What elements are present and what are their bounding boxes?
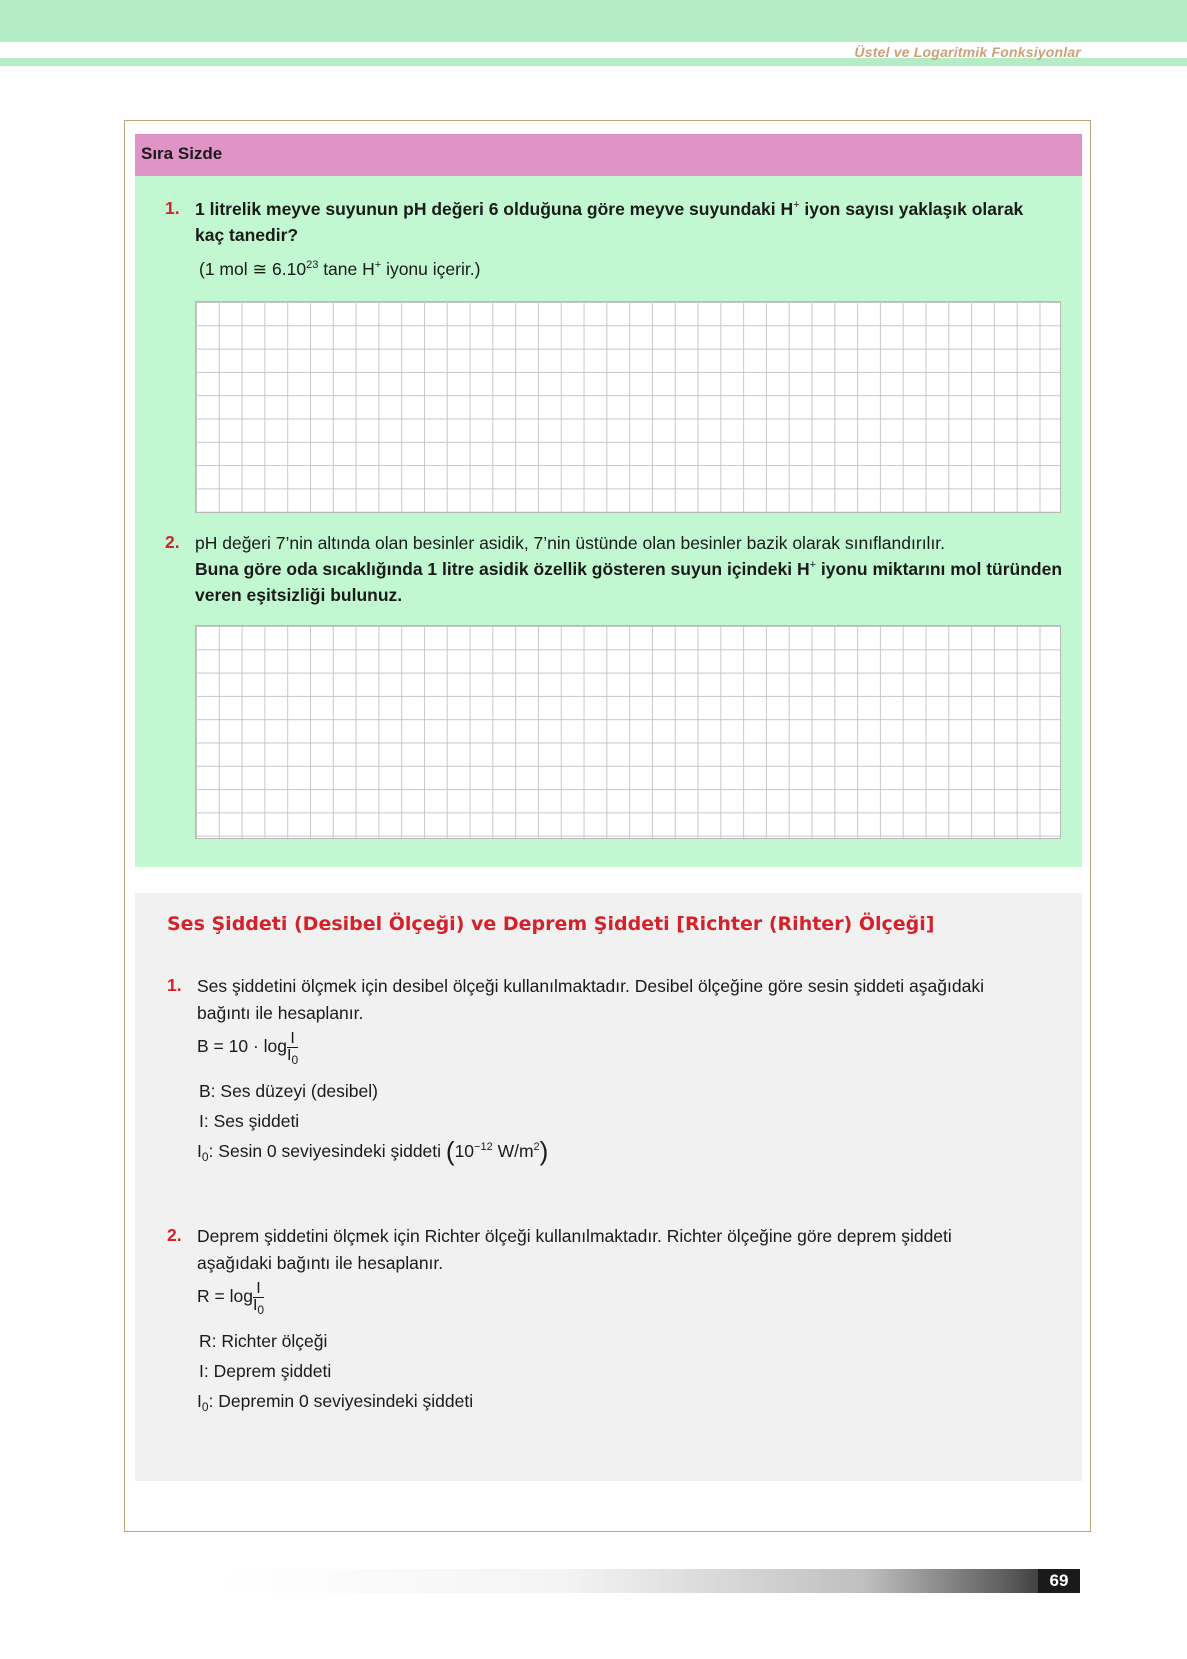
definition-i0: $I_0$: Sesin 0 seviyesindeki şiddeti ($10^{-12}$ $W/m^2$) (197, 1136, 549, 1166)
question-1-text: 1 litrelik meyve suyunun pH değeri 6 olduğuna göre meyve suyundaki H+ iyon sayısı yaklaşık olarak kaç tanedir? (195, 199, 1024, 245)
definition-deprem-i0: $I_0$: Depremin 0 seviyesindeki şiddeti (197, 1391, 474, 1414)
decibel-formula: B = 10 · log $\frac{I}{I_0}$ (197, 1030, 299, 1067)
item-1-line-1: Ses şiddetini ölçmek için desibel ölçeği kullanılmaktadır. Desibel ölçeğine göre sesin şiddeti aşağıdaki (197, 976, 984, 996)
sira-sizde-title: Sıra Sizde (141, 144, 223, 163)
item-2-line-2: aşağıdaki bağıntı ile hesaplanır. (197, 1253, 444, 1273)
ses-siddeti-box (135, 893, 1082, 1481)
footer-gradient-bar (220, 1569, 1080, 1593)
item-2-line-1: Deprem şiddetini ölçmek için Richter ölçeği kullanılmaktadır. Richter ölçeğine göre deprem şiddeti (197, 1226, 952, 1246)
richter-formula: R = log $\frac{I}{I_0}$ (197, 1280, 265, 1317)
item-2-number: 2. (167, 1225, 182, 1245)
header-band (0, 0, 1187, 42)
sira-sizde-box (135, 134, 1082, 867)
question-2-number: 2. (165, 532, 180, 552)
question-1-note: (1 mol ≅ 6.10$^{23}$ tane H+ iyonu içerir.) (199, 259, 481, 279)
page-number-box (1038, 1569, 1080, 1593)
sira-sizde-header (135, 134, 1082, 176)
answer-grid-1[interactable] (195, 301, 1061, 513)
running-header: Üstel ve Logaritmik Fonksiyonlar (854, 44, 1081, 60)
question-1-number: 1. (165, 198, 180, 218)
answer-grid-2[interactable] (195, 625, 1061, 839)
question-2-text: pH değeri 7’nin altında olan besinler asidik, 7’nin üstünde olan besinler bazik olarak sınıflandırılır. Buna göre oda sıcaklığında 1 litre asidik özellik gösteren suyun içindeki H+ iyonu miktarını mol türünden veren eşitsizliği bulunuz. (195, 533, 1063, 605)
item-1-number: 1. (167, 975, 182, 995)
section-title: Ses Şiddeti (Desibel Ölçeği) ve Deprem Şiddeti [Richter (Rihter) Ölçeği] (167, 913, 935, 935)
definition-b: B: Ses düzeyi (desibel) (199, 1081, 378, 1101)
definition-r: R: Richter ölçeği (199, 1331, 328, 1351)
definition-deprem-i: I: Deprem şiddeti (199, 1361, 332, 1381)
item-1-line-2: bağıntı ile hesaplanır. (197, 1003, 364, 1023)
definition-i: I: Ses şiddeti (199, 1111, 300, 1131)
page-number: 69 (1049, 1571, 1069, 1590)
